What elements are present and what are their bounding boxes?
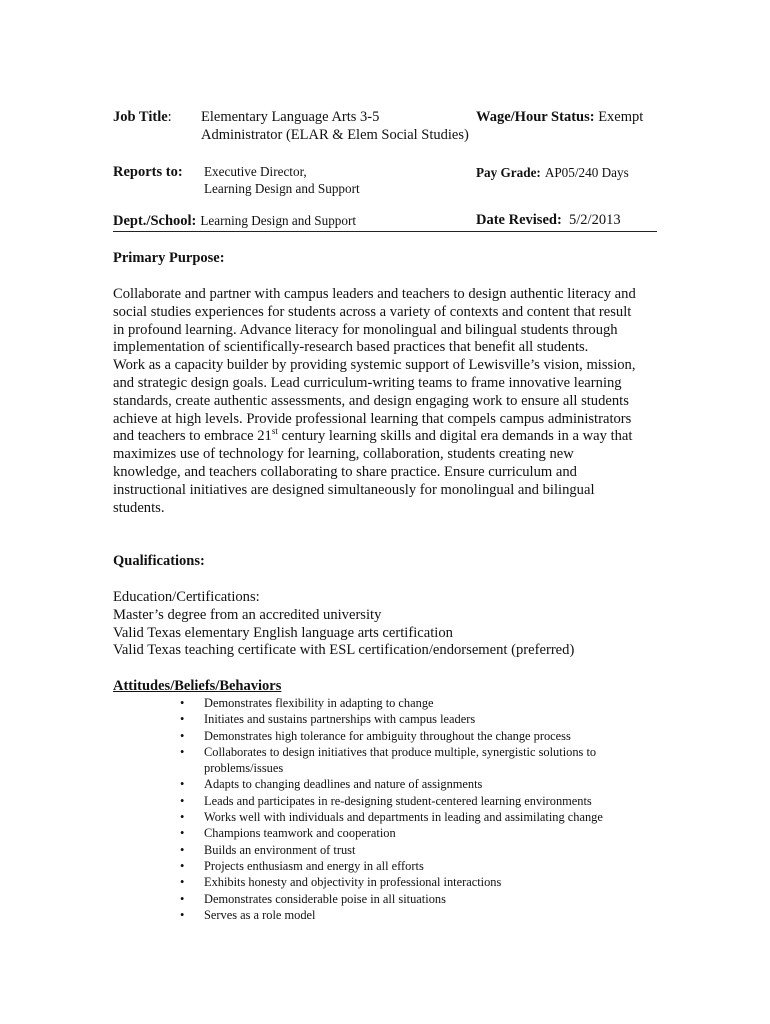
purpose-line: knowledge, and teachers collaborating to share practice. Ensure curriculum and	[113, 463, 577, 480]
qualifications-list	[113, 589, 673, 660]
bullet-icon: •	[180, 842, 185, 857]
list-item: • Demonstrates high tolerance for ambiguity throughout the change process	[180, 728, 571, 743]
purpose-line: Collaborate and partner with campus leaders and teachers to design authentic literacy and	[113, 286, 636, 302]
bullet-icon: •	[180, 875, 185, 890]
date-revised: Date Revised: 5/2/2013	[476, 212, 621, 228]
dept-school: Dept./School: Learning Design and Support	[113, 213, 357, 229]
primary-purpose-heading: Primary Purpose:	[113, 250, 225, 266]
bullet-icon: •	[180, 777, 185, 792]
qualification-line: Education/Certifications:	[113, 589, 260, 605]
purpose-line: achieve at high levels. Provide professional learning that compels campus administrators	[113, 410, 632, 427]
list-item: • Collaborates to design initiatives that produce multiple, synergistic solutions to	[180, 744, 597, 759]
bullet-icon: •	[180, 744, 185, 759]
purpose-line: in profound learning. Advance literacy for monolingual and bilingual students through	[113, 321, 618, 338]
list-item: • Champions teamwork and cooperation	[180, 826, 396, 841]
purpose-line: instructional initiatives are designed simultaneously for monolingual and bilingual	[113, 481, 595, 498]
list-item: • Leads and participates in re-designing student-centered learning environments	[180, 793, 592, 808]
header-divider	[113, 231, 657, 232]
list-item: • Projects enthusiasm and energy in all efforts	[180, 858, 424, 873]
purpose-line: standards, create authentic assessments, and design engaging work to ensure all students	[113, 392, 629, 409]
list-item: • Works well with individuals and departments in leading and assimilating change	[180, 810, 603, 825]
purpose-line: maximizes use of technology for learning, collaboration, students creating new	[113, 446, 574, 463]
purpose-line: and strategic design goals. Lead curriculum-writing teams to frame innovative learning	[113, 374, 622, 391]
job-title-line2: Administrator (ELAR & Elem Social Studies)	[201, 127, 469, 143]
qualification-line: Master’s degree from an accredited university	[113, 606, 382, 623]
bullet-icon: •	[180, 858, 185, 873]
reports-to-label: Reports to:	[113, 164, 183, 180]
purpose-line: Work as a capacity builder by providing systemic support of Lewisville’s vision, mission,	[113, 357, 636, 374]
list-item: • Serves as a role model	[180, 907, 316, 922]
list-item-continuation: problems/issues	[204, 761, 284, 776]
bullet-icon: •	[180, 696, 185, 710]
list-item: • Builds an environment of trust	[180, 842, 356, 857]
wage-hour-status: Wage/Hour Status: Exempt	[476, 109, 644, 125]
bullet-icon: •	[180, 728, 185, 743]
reports-to-line2: Learning Design and Support	[204, 181, 360, 196]
job-title-line1: Elementary Language Arts 3-5	[201, 109, 380, 125]
purpose-line: students.	[113, 499, 165, 516]
bullet-icon: •	[180, 810, 185, 825]
reports-to-line1: Executive Director,	[204, 164, 307, 179]
purpose-line: social studies experiences for students across a variety of contexts and content that result	[113, 303, 632, 320]
qualification-line: Valid Texas teaching certificate with ESL certification/endorsement (preferred)	[113, 642, 575, 659]
qualifications-heading: Qualifications:	[113, 553, 205, 569]
bullet-icon: •	[180, 712, 185, 727]
bullet-icon: •	[180, 891, 185, 906]
pay-grade: Pay Grade: AP05/240 Days	[476, 165, 629, 180]
primary-purpose-text	[113, 286, 673, 517]
job-title-label: Job Title:	[113, 109, 172, 125]
qualification-line: Valid Texas elementary English language arts certification	[113, 624, 453, 641]
list-item: • Exhibits honesty and objectivity in professional interactions	[180, 875, 502, 890]
list-item: • Adapts to changing deadlines and nature of assignments	[180, 777, 483, 792]
attitudes-list	[180, 695, 603, 923]
bullet-icon: •	[180, 907, 185, 922]
list-item: • Demonstrates considerable poise in all situations	[180, 891, 446, 906]
list-item: • Initiates and sustains partnerships with campus leaders	[180, 712, 476, 727]
purpose-line: implementation of scientifically-research based practices that benefit all students.	[113, 339, 589, 356]
bullet-icon: •	[180, 793, 185, 808]
list-item: • Demonstrates flexibility in adapting to change	[180, 696, 434, 710]
bullet-icon: •	[180, 826, 185, 841]
attitudes-heading: Attitudes/Beliefs/Behaviors	[113, 678, 282, 694]
purpose-line: and teachers to embrace 21st century learning skills and digital era demands in a way that	[113, 426, 633, 445]
